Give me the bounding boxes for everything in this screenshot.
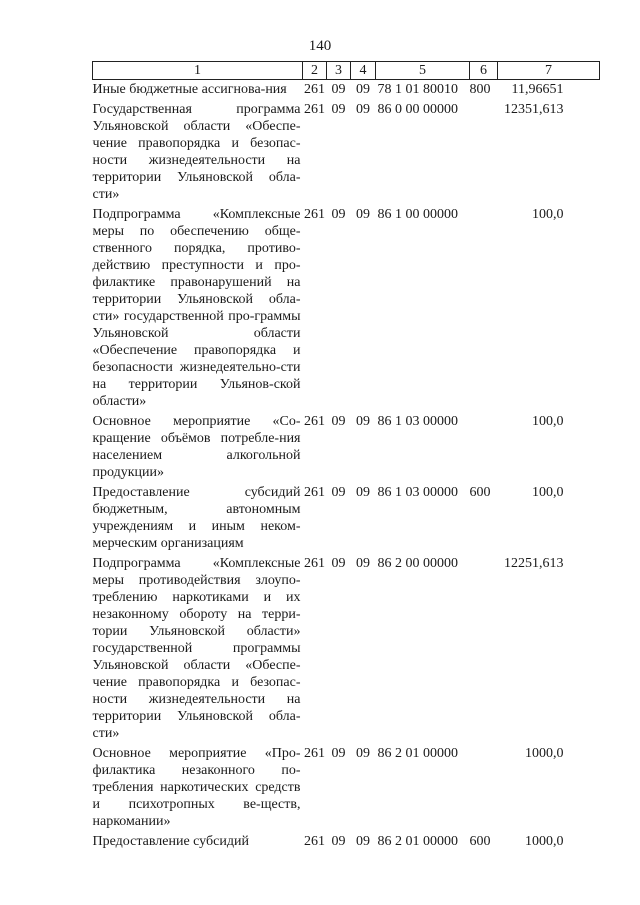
row-code-csr: 86 1 03 00000 [377,414,458,429]
header-cell: 3 [327,62,351,80]
row-code-vr [470,555,498,745]
row-code-csr: 78 1 01 80010 [377,82,458,97]
row-code-csr: 86 0 00 00000 [377,102,458,117]
row-code-gr: 261 [304,746,325,761]
row-code-vr: 800 [469,82,491,97]
row-code-gr: 261 [304,556,325,571]
row-code-gr: 261 [304,485,325,500]
row-code-pr: 09 [356,556,370,571]
row-code-vr: 600 [469,485,491,500]
row-code-rz: 09 [331,414,346,429]
row-code-csr: 86 2 01 00000 [377,746,458,761]
row-code-pr: 09 [356,834,370,849]
row-name: Иные бюджетные ассигнова-ния [92,82,287,97]
row-code-gr: 261 [304,207,325,222]
row-code-vr [470,413,498,484]
header-cell: 5 [376,62,470,80]
row-amount: 100,0 [532,414,564,429]
row-amount: 11,96651 [511,82,564,97]
table-row [93,206,600,413]
row-code-csr: 86 1 00 00000 [377,207,458,222]
row-code-pr: 09 [356,102,370,117]
header-cell: 7 [498,62,600,80]
row-amount: 1000,0 [525,746,564,761]
row-amount: 100,0 [532,485,564,500]
row-amount: 12351,613 [504,102,564,117]
row-code-gr: 261 [304,414,325,429]
row-code-rz: 09 [331,556,346,571]
row-code-csr: 86 2 01 00000 [377,834,458,849]
header-cell: 6 [470,62,498,80]
row-code-vr [470,101,498,206]
row-name: Основное мероприятие «Про-филактика незаконного по-требления наркотических средств и психотропных ве-ществ, наркомании» [92,746,301,829]
row-code-rz: 09 [331,207,346,222]
row-code-vr [470,206,498,413]
row-name: Подпрограмма «Комплексные меры по обеспечению обще-ственного порядка, противо-действию преступности и про-филактике правонарушений на территории Ульяновской обла-сти» государственной про-граммы Ульяновской области «Обеспечение правопорядка и безопасности жизнедеятельно-сти на территории Ульянов-ской области» [92,207,301,409]
row-code-gr: 261 [304,82,325,97]
table-row [93,413,600,484]
row-name: Основное мероприятие «Со-кращение объёмов потребле-ния населением алкогольной продукции» [92,414,301,480]
row-code-pr: 09 [356,746,370,761]
row-code-rz: 09 [331,485,346,500]
row-code-pr: 09 [356,414,370,429]
row-code-pr: 09 [356,207,370,222]
table-row [93,833,600,853]
row-code-vr [470,745,498,833]
budget-table [92,61,600,853]
row-name: Предоставление субсидий бюджетным, автономным учреждениям и иным неком-мерческим организациям [92,485,301,551]
row-code-rz: 09 [331,834,346,849]
row-code-pr: 09 [356,82,370,97]
row-name: Подпрограмма «Комплексные меры противодействия злоупо-треблению наркотиками и их незаконному обороту на терри-тории Ульяновской области» государственной программы Ульяновской области «Обеспе-чение правопорядка и безопас-ности жизнедеятельности на территории Ульяновской обла-сти» [92,556,301,741]
table-row [93,555,600,745]
page-number: 140 [308,38,332,54]
row-name: Государственная программа Ульяновской области «Обеспе-чение правопорядка и безопас-ности жизнедеятельности на территории Ульяновской обла-сти» [92,102,301,202]
row-code-gr: 261 [304,102,325,117]
row-amount: 12251,613 [504,556,564,571]
row-code-csr: 86 2 00 00000 [377,556,458,571]
row-name: Предоставление субсидий [92,834,249,849]
row-amount: 100,0 [532,207,564,222]
row-code-pr: 09 [356,485,370,500]
row-code-rz: 09 [331,82,346,97]
row-code-csr: 86 1 03 00000 [377,485,458,500]
table-row [93,80,600,102]
table-row [93,745,600,833]
row-code-gr: 261 [304,834,325,849]
row-code-rz: 09 [331,102,346,117]
table-row [93,101,600,206]
header-cell: 4 [351,62,376,80]
header-cell: 1 [93,62,303,80]
row-code-rz: 09 [331,746,346,761]
table-row [93,484,600,555]
row-code-vr: 600 [469,834,491,849]
header-row [93,62,600,80]
row-amount: 1000,0 [525,834,564,849]
header-cell: 2 [303,62,327,80]
